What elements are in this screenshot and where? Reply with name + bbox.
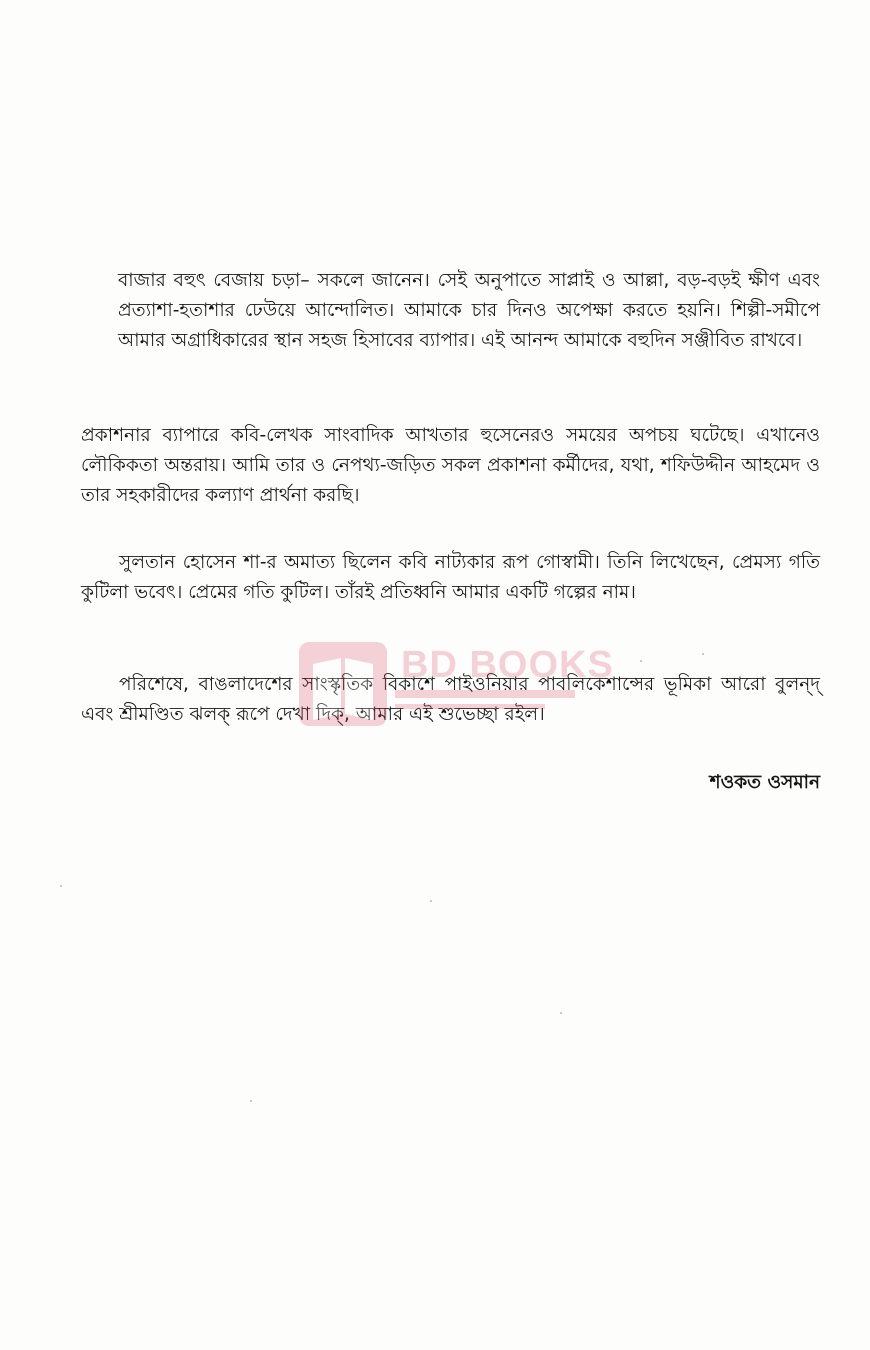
- paragraph-2-text: প্রকাশনার ব্যাপারে কবি-লেখক সাংবাদিক আখতার হুসেনেরও সময়ের অপচয় ঘটেছে। এখানেও লৌকিকতা অন্তরায়। আমি তার ও নেপথ্য-জড়িত সকল প্রকাশনা কর্মীদের, যথা, শফিউদ্দীন আহমেদ ও তার সহকারীদের কল্যাণ প্রার্থনা করছি।: [81, 425, 820, 506]
- paragraph-2: [81, 421, 820, 511]
- author-signature: শওকত ওসমান: [709, 772, 820, 793]
- paper-speck: [430, 900, 432, 902]
- paper-speck: [250, 1100, 252, 1102]
- paper-speck: [60, 885, 62, 887]
- paragraph-3: [81, 548, 820, 608]
- paragraph-4: [81, 670, 820, 730]
- paragraph-1: [118, 266, 820, 356]
- paper-speck: [560, 1012, 562, 1014]
- paragraph-1-text: বাজার বহুৎ বেজায় চড়া– সকলে জানেন। সেই অনুপাতে সাপ্লাই ও আল্লা, বড়-বড়ই ক্ষীণ এবং প্রত্যাশা-হতাশার ঢেউয়ে আন্দোলিত। আমাকে চার দিনও অপেক্ষা করতে হয়নি। শিল্পী-সমীপে আমার অগ্রাধিকারের স্থান সহজ হিসাবের ব্যাপার। এই আনন্দ আমাকে বহুদিন সঞ্জীবিত রাখবে।: [118, 270, 820, 351]
- paper-speck: [702, 653, 704, 655]
- watermark-text: BD BOOKS: [401, 644, 614, 686]
- paragraph-4-text: পরিশেষে, বাঙলাদেশের সাংস্কৃতিক বিকাশে পাইওনিয়ার পাবলিকেশান্সের ভূমিকা আরো বুলন্দ্ এবং শ্রীমণ্ডিত ঝলক্ রূপে দেখা দিক্, আমার এই শুভেচ্ছা রইল।: [81, 674, 820, 725]
- paper-speck: [640, 660, 642, 662]
- paragraph-3-text: সুলতান হোসেন শা-র অমাত্য ছিলেন কবি নাট্যকার রূপ গোস্বামী। তিনি লিখেছেন, প্রেমস্য গতি কুটিলা ভবেৎ। প্রেমের গতি কুটিল। তাঁরই প্রতিধ্বনি আমার একটি গল্পের নাম।: [81, 552, 820, 603]
